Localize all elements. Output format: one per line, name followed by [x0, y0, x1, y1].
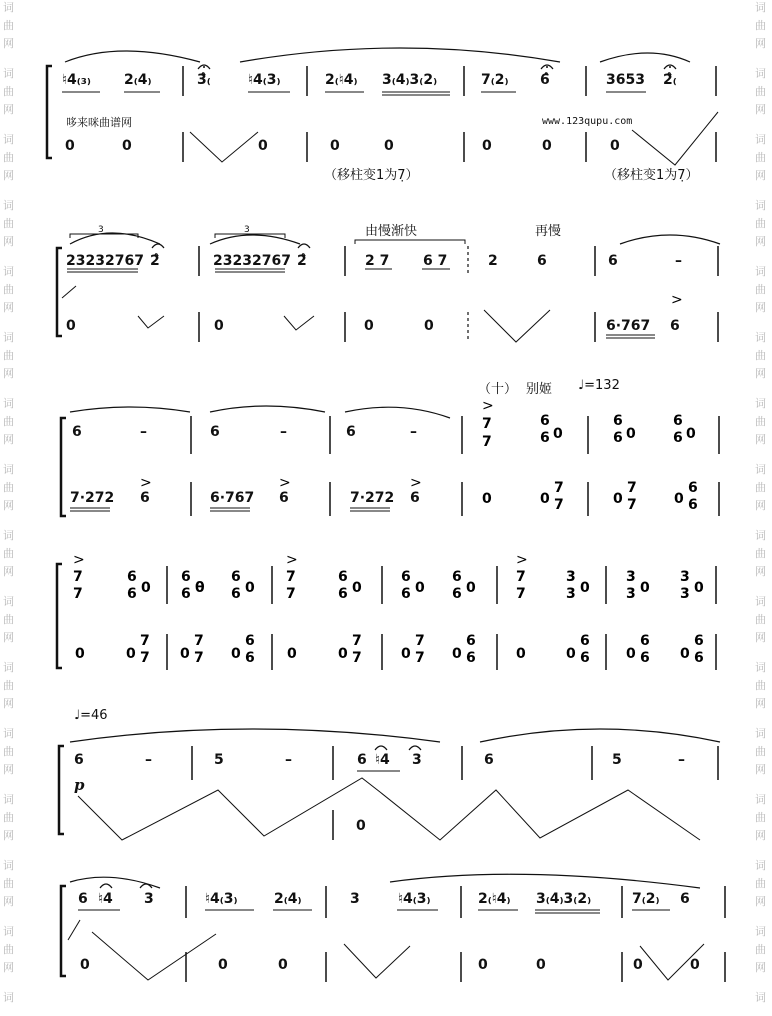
watermark-char: 词: [755, 727, 766, 740]
s2-note-3: 23232767: [213, 253, 291, 269]
s1-low-8: 0: [610, 138, 620, 154]
svg-text:0: 0: [553, 426, 563, 442]
watermark-char: 曲: [755, 877, 766, 890]
svg-text:7: 7: [482, 416, 492, 432]
svg-text:0: 0: [338, 646, 348, 662]
watermark-char: 网: [755, 367, 766, 380]
svg-text:6: 6: [673, 413, 683, 429]
svg-text:7: 7: [194, 633, 204, 649]
watermark-char: 网: [755, 37, 766, 50]
s6-note-11: 6: [680, 891, 690, 907]
s1-note-4: ♮4₍3₎: [248, 72, 281, 88]
s2-note-8: 6: [537, 253, 547, 269]
watermark-char: 网: [755, 829, 766, 842]
s6-note-6: 3: [350, 891, 360, 907]
watermark-char: 词: [755, 859, 766, 872]
svg-text:6: 6: [245, 650, 255, 666]
watermark-char: 曲: [755, 151, 766, 164]
s6-note-2: ♮4: [98, 891, 113, 907]
svg-text:0: 0: [126, 646, 136, 662]
svg-text:0: 0: [613, 491, 623, 507]
system-5: [59, 729, 720, 840]
watermark-char: 网: [3, 499, 14, 512]
watermark-char: 词: [3, 727, 14, 740]
s6-note-5: 2₍4₎: [274, 891, 302, 907]
s1-note-6: 3₍4₎3₍2₎: [382, 72, 438, 88]
svg-text:6: 6: [613, 430, 623, 446]
svg-text:0: 0: [75, 646, 85, 662]
s3-note-6: –: [410, 424, 417, 440]
watermark-char: 网: [755, 235, 766, 248]
watermark-char: 词: [755, 133, 766, 146]
svg-text:7: 7: [627, 480, 637, 496]
watermark-char: 曲: [3, 811, 14, 824]
watermark-char: 词: [3, 991, 14, 1004]
svg-text:3: 3: [626, 569, 636, 585]
s3-note-4: –: [280, 424, 287, 440]
watermark-char: 词: [755, 595, 766, 608]
svg-text:6: 6: [613, 413, 623, 429]
watermark-char: 词: [3, 67, 14, 80]
svg-text:6: 6: [540, 413, 550, 429]
s1-annotation-1: （移柱变1为7̣）: [324, 168, 419, 183]
watermark-char: 曲: [3, 217, 14, 230]
watermark-char: 曲: [755, 19, 766, 32]
watermark-char: 网: [755, 565, 766, 578]
svg-text:>: >: [671, 292, 683, 308]
svg-text:6: 6: [452, 569, 462, 585]
watermark-char: 网: [3, 697, 14, 710]
s1-low-3: 0: [258, 138, 268, 154]
svg-text:3: 3: [680, 569, 690, 585]
watermark-char: 网: [755, 631, 766, 644]
s5-note-4: –: [285, 752, 292, 768]
watermark-char: 网: [3, 895, 14, 908]
s3-low-1: 7·272: [70, 490, 115, 506]
s1-note-10: 2̂₍: [663, 72, 677, 88]
svg-text:7: 7: [516, 569, 526, 585]
watermark-char: 网: [3, 829, 14, 842]
watermark-char: 曲: [3, 745, 14, 758]
svg-text:6: 6: [127, 586, 137, 602]
watermark-char: 词: [3, 859, 14, 872]
site-credit-name: 哆来咪曲谱网: [66, 116, 132, 129]
s3-tempo: ♩=132: [578, 378, 620, 393]
watermark-char: 网: [3, 367, 14, 380]
svg-text:0: 0: [401, 646, 411, 662]
s5-note-7: 3: [412, 752, 422, 768]
s6-note-1: 6: [78, 891, 88, 907]
watermark-char: 词: [755, 199, 766, 212]
watermark-char: 词: [755, 397, 766, 410]
watermark-char: 网: [755, 433, 766, 446]
svg-text:6: 6: [452, 586, 462, 602]
s3-low-4: 6: [279, 490, 289, 506]
watermark-char: 词: [3, 925, 14, 938]
svg-text:6: 6: [540, 430, 550, 446]
site-credit-url: www.123qupu.com: [542, 116, 633, 127]
watermark-char: 曲: [755, 85, 766, 98]
system-6: [61, 874, 725, 982]
svg-text:>: >: [516, 552, 528, 568]
watermark-char: 词: [755, 67, 766, 80]
watermark-char: 曲: [3, 85, 14, 98]
s5-note-2: –: [145, 752, 152, 768]
s5-note-1: 6: [74, 752, 84, 768]
s1-note-7: 7₍2₎: [481, 72, 509, 88]
s6-low-4: 0: [478, 957, 488, 973]
svg-text:6: 6: [231, 586, 241, 602]
svg-text:7: 7: [194, 650, 204, 666]
watermark-char: 词: [3, 331, 14, 344]
s6-note-9: 3₍4₎3₍2₎: [536, 891, 592, 907]
s6-low-3: 0: [278, 957, 288, 973]
watermark-char: 网: [3, 433, 14, 446]
s3-section-number: （十）: [478, 382, 518, 397]
watermark-char: 词: [755, 265, 766, 278]
s1-low-1: 0: [65, 138, 75, 154]
svg-text:6: 6: [181, 586, 191, 602]
watermark-char: 网: [755, 103, 766, 116]
svg-text:>: >: [279, 475, 291, 491]
svg-text:0: 0: [626, 426, 636, 442]
svg-text:0: 0: [352, 580, 362, 596]
s5-dynamic: p: [74, 776, 85, 794]
watermark-char: 词: [3, 595, 14, 608]
svg-text:0: 0: [141, 580, 151, 596]
svg-text:7: 7: [516, 586, 526, 602]
s2-marking-rit: 再慢: [535, 224, 562, 239]
watermark-char: 网: [3, 301, 14, 314]
watermark-char: 曲: [3, 877, 14, 890]
s2-note-5: 2 7: [365, 253, 390, 269]
s2-low-1: 0: [66, 318, 76, 334]
svg-text:>: >: [410, 475, 422, 491]
s5-tempo: ♩=46: [74, 708, 108, 723]
svg-text:7: 7: [140, 650, 150, 666]
system-4: [57, 552, 716, 670]
watermark-char: 词: [755, 529, 766, 542]
s2-note-1: 23232767: [66, 253, 144, 269]
s1-low-5: 0: [384, 138, 394, 154]
s3-low-3: 6·767: [210, 490, 255, 506]
svg-text:0: 0: [580, 580, 590, 596]
s2-note-6: 6 7: [423, 253, 448, 269]
svg-text:6: 6: [401, 569, 411, 585]
watermark-char: 曲: [755, 679, 766, 692]
s3-note-2: –: [140, 424, 147, 440]
svg-text:6: 6: [688, 497, 698, 513]
s1-note-9: 3653: [606, 72, 645, 88]
watermark-char: 曲: [3, 349, 14, 362]
s3-note-5: 6: [346, 424, 356, 440]
svg-text:0: 0: [245, 580, 255, 596]
s2-note-9: 6: [608, 253, 618, 269]
s2-low-5: 6·767: [606, 318, 651, 334]
watermark-char: 词: [3, 793, 14, 806]
s5-note-6: ♮4: [375, 752, 390, 768]
s6-low-1: 0: [80, 957, 90, 973]
svg-text:6: 6: [580, 650, 590, 666]
watermark-char: 曲: [3, 19, 14, 32]
svg-text:7: 7: [554, 480, 564, 496]
svg-text:6: 6: [640, 633, 650, 649]
svg-text:6: 6: [127, 569, 137, 585]
s3-section-title: 别姬: [526, 382, 553, 397]
watermark-char: 曲: [3, 613, 14, 626]
watermark-char: 曲: [755, 283, 766, 296]
svg-text:0: 0: [516, 646, 526, 662]
s1-note-8: 6̂: [540, 72, 550, 88]
watermark-char: 曲: [755, 745, 766, 758]
watermark-char: 曲: [755, 547, 766, 560]
s1-low-6: 0: [482, 138, 492, 154]
watermark-char: 网: [3, 961, 14, 974]
svg-text:0: 0: [640, 580, 650, 596]
watermark-char: 词: [3, 133, 14, 146]
watermark-char: 曲: [755, 349, 766, 362]
s6-low-6: 0: [633, 957, 643, 973]
svg-text:6: 6: [640, 650, 650, 666]
watermark-char: 网: [3, 169, 14, 182]
s5-note-3: 5: [214, 752, 224, 768]
watermark-char: 词: [3, 463, 14, 476]
s3-low-5: 7·272: [350, 490, 395, 506]
watermark-char: 网: [755, 697, 766, 710]
watermark-char: 曲: [3, 283, 14, 296]
svg-text:0: 0: [466, 580, 476, 596]
watermark-char: 网: [3, 103, 14, 116]
s3-low-2: 6: [140, 490, 150, 506]
watermark-char: 词: [755, 793, 766, 806]
watermark-char: 网: [3, 235, 14, 248]
watermark-char: 曲: [755, 943, 766, 956]
s1-note-5: 2₍♮4₎: [325, 72, 358, 88]
svg-text:>: >: [286, 552, 298, 568]
watermark-char: 词: [755, 1, 766, 14]
watermark-char: 网: [3, 565, 14, 578]
s6-low-5: 0: [536, 957, 546, 973]
svg-text:0: 0: [674, 491, 684, 507]
watermark-char: 词: [3, 1, 14, 14]
watermark-char: 网: [755, 961, 766, 974]
s6-note-8: 2₍♮4₎: [478, 891, 511, 907]
svg-text:7: 7: [627, 497, 637, 513]
svg-text:0: 0: [694, 580, 704, 596]
svg-text:7: 7: [352, 633, 362, 649]
s1-note-1: ♮4₍₃₎: [62, 72, 91, 88]
s2-low-6: 6: [670, 318, 680, 334]
watermark-char: 曲: [755, 415, 766, 428]
s3-low-6: 6: [410, 490, 420, 506]
watermark-char: 曲: [3, 679, 14, 692]
svg-text:0: 0: [626, 646, 636, 662]
watermark-char: 网: [755, 169, 766, 182]
watermark-char: 词: [755, 661, 766, 674]
watermark-char: 曲: [3, 481, 14, 494]
s2-note-4: 2̂: [297, 253, 307, 269]
svg-text:7: 7: [352, 650, 362, 666]
watermark-char: 网: [755, 499, 766, 512]
svg-text:0: 0: [540, 491, 550, 507]
watermark-char: 曲: [755, 811, 766, 824]
watermark-char: 网: [755, 301, 766, 314]
svg-text:6: 6: [231, 569, 241, 585]
watermark-char: 曲: [3, 943, 14, 956]
svg-text:>: >: [73, 552, 85, 568]
watermark-char: 网: [3, 37, 14, 50]
svg-text:6: 6: [694, 633, 704, 649]
svg-text:6: 6: [181, 569, 191, 585]
s2-tuplet-b: 3: [244, 225, 250, 235]
watermark-char: 网: [755, 763, 766, 776]
svg-text:θ: θ: [195, 580, 205, 596]
svg-text:7: 7: [554, 497, 564, 513]
s5-note-5: 6: [357, 752, 367, 768]
svg-text:7: 7: [415, 633, 425, 649]
svg-text:6: 6: [580, 633, 590, 649]
s6-note-3: 3: [144, 891, 154, 907]
watermark-char: 网: [755, 895, 766, 908]
svg-text:>: >: [482, 398, 494, 414]
svg-text:0: 0: [566, 646, 576, 662]
watermark-char: 词: [755, 463, 766, 476]
watermark-char: 词: [755, 991, 766, 1004]
svg-text:3: 3: [626, 586, 636, 602]
watermark-char: 网: [3, 763, 14, 776]
svg-text:7: 7: [140, 633, 150, 649]
s1-note-2: 2₍4₎: [124, 72, 152, 88]
s3-note-1: 6: [72, 424, 82, 440]
s1-annotation-2: （移柱变1为7̣）: [604, 168, 699, 183]
watermark-char: 词: [755, 925, 766, 938]
s5-note-10: –: [678, 752, 685, 768]
s6-note-7: ♮4₍3₎: [398, 891, 431, 907]
watermark-char: 曲: [3, 547, 14, 560]
svg-text:0: 0: [452, 646, 462, 662]
svg-text:6: 6: [466, 650, 476, 666]
watermark-char: 曲: [755, 613, 766, 626]
s5-low-zero: 0: [356, 818, 366, 834]
watermark-char: 词: [3, 397, 14, 410]
svg-text:6: 6: [694, 650, 704, 666]
s1-note-3: 3̂₍: [197, 72, 211, 88]
watermark-char: 词: [3, 265, 14, 278]
svg-text:0: 0: [680, 646, 690, 662]
s1-low-4: 0: [330, 138, 340, 154]
s3-note-3: 6: [210, 424, 220, 440]
s6-note-4: ♮4₍3₎: [205, 891, 238, 907]
svg-text:7: 7: [73, 586, 83, 602]
svg-text:6: 6: [466, 633, 476, 649]
svg-text:6: 6: [245, 633, 255, 649]
svg-text:6: 6: [338, 569, 348, 585]
svg-text:3: 3: [566, 569, 576, 585]
svg-text:0: 0: [287, 646, 297, 662]
s2-low-2: 0: [214, 318, 224, 334]
svg-text:0: 0: [482, 491, 492, 507]
s1-low-2: 0: [122, 138, 132, 154]
svg-text:0: 0: [231, 646, 241, 662]
s6-low-7: 0: [690, 957, 700, 973]
watermark-char: 曲: [3, 415, 14, 428]
s2-note-10: –: [675, 253, 682, 269]
watermark-char: 词: [3, 661, 14, 674]
svg-text:0: 0: [686, 426, 696, 442]
svg-text:7: 7: [482, 434, 492, 450]
svg-text:0: 0: [415, 580, 425, 596]
svg-text:6: 6: [338, 586, 348, 602]
watermark-char: 曲: [755, 217, 766, 230]
s5-note-8: 6: [484, 752, 494, 768]
s6-low-2: 0: [218, 957, 228, 973]
svg-text:7: 7: [286, 569, 296, 585]
s5-note-9: 5: [612, 752, 622, 768]
s1-low-7: 0: [542, 138, 552, 154]
svg-text:3: 3: [566, 586, 576, 602]
s2-marking-accel: 由慢渐快: [365, 224, 418, 239]
svg-text:6: 6: [401, 586, 411, 602]
watermark-char: 曲: [755, 481, 766, 494]
watermark-char: 词: [3, 199, 14, 212]
watermark-char: 曲: [3, 151, 14, 164]
s2-tuplet-a: 3: [98, 225, 104, 235]
watermark-char: 网: [3, 631, 14, 644]
s2-note-7: 2: [488, 253, 498, 269]
svg-text:3: 3: [680, 586, 690, 602]
s6-note-10: 7₍2₎: [632, 891, 660, 907]
svg-text:6: 6: [688, 480, 698, 496]
svg-text:>: >: [140, 475, 152, 491]
s2-low-4: 0: [424, 318, 434, 334]
watermark-char: 词: [755, 331, 766, 344]
s2-note-2: 2̂: [150, 253, 160, 269]
svg-text:6: 6: [673, 430, 683, 446]
svg-text:7: 7: [73, 569, 83, 585]
svg-text:7: 7: [286, 586, 296, 602]
svg-text:0: 0: [180, 646, 190, 662]
watermark-char: 词: [3, 529, 14, 542]
s2-low-3: 0: [364, 318, 374, 334]
svg-text:7: 7: [415, 650, 425, 666]
